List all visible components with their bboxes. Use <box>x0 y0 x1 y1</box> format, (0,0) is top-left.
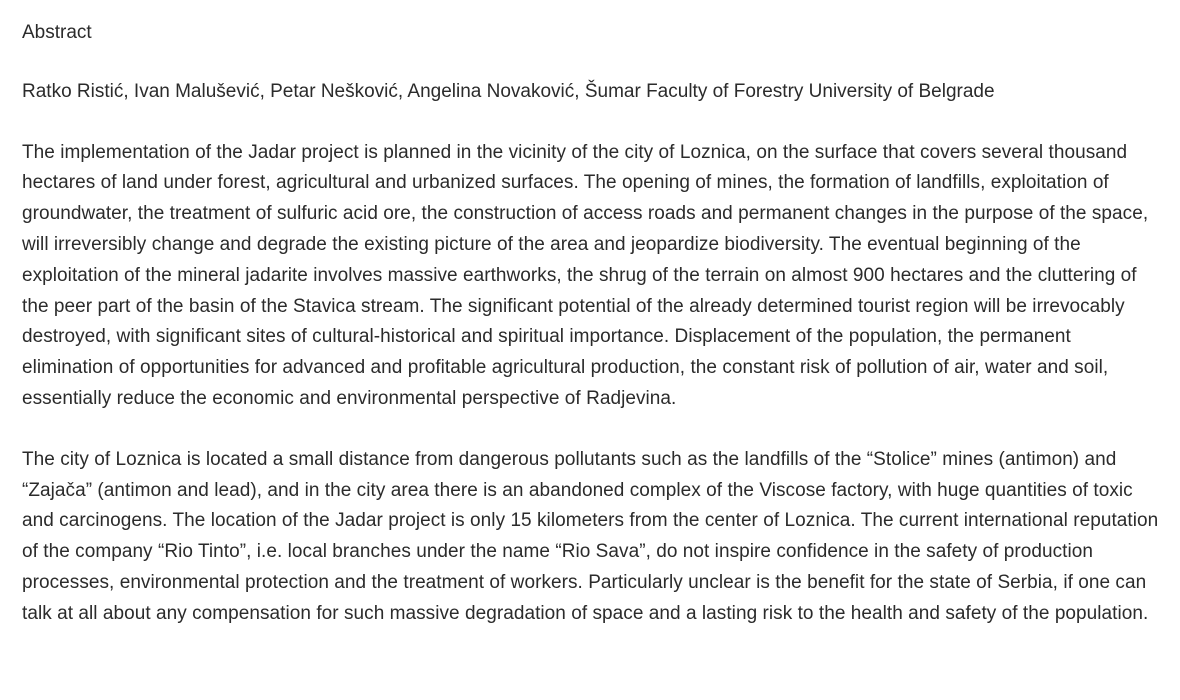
abstract-paragraph-2: The city of Loznica is located a small distance from dangerous pollutants such as the landfills of the “Stolice” mines (antimon) and “Zajača” (antimon and lead), and in the city area there is an abandoned complex of the Viscose factory, with huge quantities of toxic and carcinogens. The location of the Jadar project is only 15 kilometers from the center of Loznica. The current international reputation of the company “Rio Tinto”, i.e. local branches under the name “Rio Sava”, do not inspire confidence in the safety of production processes, environmental protection and the treatment of workers. Particularly unclear is the benefit for the state of Serbia, if one can talk at all about any compensation for such massive degradation of space and a lasting risk to the health and safety of the population. <box>22 448 1159 624</box>
abstract-paragraph-1: The implementation of the Jadar project is planned in the vicinity of the city of Loznica, on the surface that covers several thousand hectares of land under forest, agricultural and urbanized surfaces. The opening of mines, the formation of landfills, exploitation of groundwater, the treatment of sulfuric acid ore, the construction of access roads and permanent changes in the purpose of the space, will irreversibly change and degrade the existing picture of the area and jeopardize biodiversity. The eventual beginning of the exploitation of the mineral jadarite involves massive earthworks, the shrug of the terrain on almost 900 hectares and the cluttering of the peer part of the basin of the Stavica stream. The significant potential of the already determined tourist region will be irrevocably destroyed, with significant sites of cultural-historical and spiritual importance. Displacement of the population, the permanent elimination of opportunities for advanced and profitable agricultural production, the constant risk of pollution of air, water and soil, essentially reduce the economic and environmental perspective of Radjevina. <box>22 141 1149 409</box>
author-line: Ratko Ristić, Ivan Malušević, Petar Nešković, Angelina Novaković, Šumar Faculty of Forestry University of Belgrade <box>22 80 995 102</box>
abstract-heading: Abstract <box>22 22 92 43</box>
